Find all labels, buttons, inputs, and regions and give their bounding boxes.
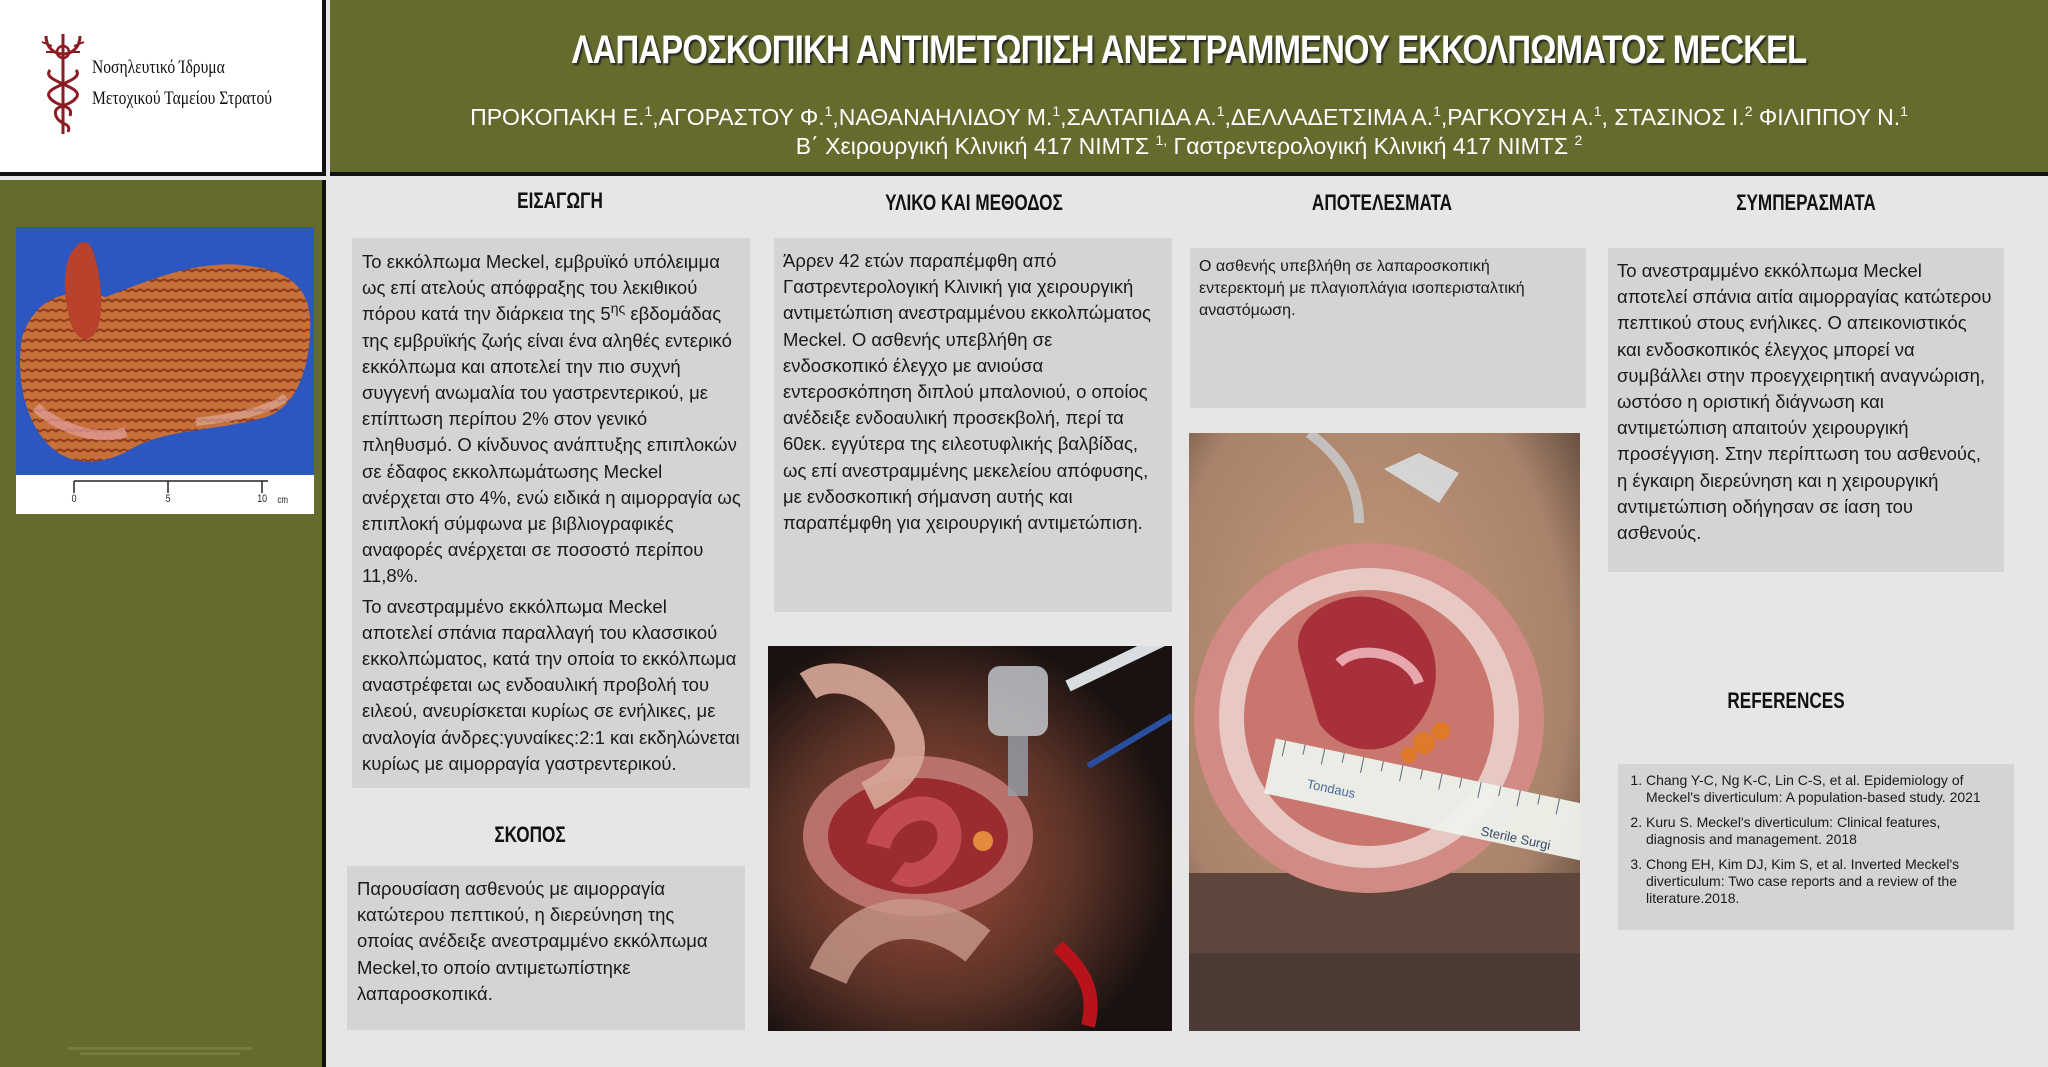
- scale-tick-0: 0: [71, 493, 77, 505]
- results-panel: Ο ασθενής υπεβλήθη σε λαπαροσκοπική εντερεκτομή με πλαγιοπλάγια ισοπερισταλτική αναστόμωση.: [1190, 248, 1586, 408]
- affiliation-2: Γαστρεντερολογική Κλινική 417 ΝΙΜΤΣ: [1167, 133, 1569, 159]
- author: ,ΣΑΛΤΑΠΙΔΑ Α.: [1060, 104, 1217, 130]
- references-panel: [1618, 764, 2014, 930]
- reference-item: 2. Kuru S. Meckel's diverticulum: Clinical features, diagnosis and management. 2018: [1646, 814, 2002, 848]
- intro-paragraph-2: Το ανεστραμμένο εκκόλπωμα Meckel αποτελεί σπάνια παραλλαγή του κλασσικού εκκολπώματος, κατά την οποία το εκκόλπωμα αναστρέφεται ως ενδοαυλική προβολή του ειλεού, ανευρίσκεται κυρίως σε ενήλικες, με αναλογία άνδρες:γυναίκες:2:1 και εκδηλώνεται κυρίως με αιμορραγία γαστρεντερικού.: [362, 595, 740, 774]
- author-sup: 1: [1900, 103, 1908, 119]
- ruler-label: Sterile Surgi: [1479, 823, 1552, 853]
- conclusions-panel: Το ανεστραμμένο εκκόλπωμα Meckel αποτελεί σπάνια αιτία αιμορραγίας κατώτερου πεπτικού στους ενήλικες. Ο απεικονιστικός και ενδοσκοπικός έλεγχος μπορεί να συμβάλλει στην προεγχειρητική αναγνώριση, ωστόσο η οριστική διάγνωση και αντιμετώπιση απαιτούν χειρουργική προσέγγιση. Στην περίπτωση του ασθενούς, η έγκαιρη διερεύνηση και η χειρουργική αντιμετώπιση οδήγησαν σε ίαση του ασθενούς.: [1608, 248, 2004, 572]
- author-sup: 2: [1744, 103, 1753, 119]
- affiliation-1: Β΄ Χειρουργική Κλινική 417 ΝΙΜΤΣ: [795, 133, 1150, 159]
- reference-item: 3. Chong EH, Kim DJ, Kim S, et al. Inverted Meckel's diverticulum: Two case reports and a review of the literature.2018.: [1646, 856, 2002, 907]
- resected-bowel-image: [16, 227, 314, 475]
- authors-line: [330, 104, 2048, 131]
- references-list: [1628, 772, 2002, 907]
- poster-header: [330, 0, 2048, 176]
- intro-p1-sup: ης: [610, 300, 626, 317]
- logo-line-2: Μετοχικού Ταμείου Στρατού: [92, 88, 273, 109]
- author: ΠΡΟΚΟΠΑΚΗ Ε.: [470, 104, 645, 130]
- intro-heading: ΕΙΣΑΓΩΓΗ: [517, 188, 603, 213]
- affiliations-line: [330, 133, 2048, 160]
- author: ΦΙΛΙΠΠΟΥ Ν.: [1752, 104, 1901, 130]
- author: ,ΑΓΟΡΑΣΤΟΥ Φ.: [652, 104, 825, 130]
- references-heading: REFERENCES: [1727, 688, 1845, 713]
- methods-heading: ΥΛΙΚΟ ΚΑΙ ΜΕΘΟΔΟΣ: [885, 190, 1063, 215]
- ruler-brand: Tondaus: [1305, 776, 1357, 802]
- author-sup: 1: [1052, 103, 1061, 119]
- conclusions-heading: ΣΥΜΠΕΡΑΣΜΑΤΑ: [1736, 190, 1876, 215]
- logo-text: [92, 52, 272, 114]
- affiliation-2-sup: 2: [1574, 132, 1583, 148]
- affiliation-1-sup: 1,: [1155, 132, 1168, 148]
- author-sup: 1: [1593, 103, 1602, 119]
- scale-unit: cm: [277, 495, 289, 506]
- intro-paragraph-1: [362, 249, 742, 590]
- author-sup: 1: [824, 103, 833, 119]
- faint-footer-mark: [60, 1045, 260, 1057]
- aim-heading: ΣΚΟΠΟΣ: [494, 822, 566, 847]
- author: , ΣΤΑΣΙΝΟΣ Ι.: [1601, 104, 1745, 130]
- author-sup: 1: [1433, 103, 1441, 119]
- surgical-field-image: [768, 646, 1172, 1031]
- reference-item: 1. Chang Y-C, Ng K-C, Lin C-S, et al. Epidemiology of Meckel's diverticulum: A population-based study. 2021: [1646, 772, 2002, 806]
- logo-line-1: Νοσηλευτικό Ίδρυμα: [92, 57, 225, 78]
- logo-panel: [0, 0, 326, 176]
- resected-segment-image: [1189, 433, 1580, 1031]
- intro-p1-b: εβδομάδας της εμβρυϊκής ζωής είναι ένα αληθές εντερικό εκκόλπωμα και αποτελεί την πιο συχνή συγγενή ανωμαλία του γαστρεντερικού, με επίπτωση περίπου 2% στον γενικό πληθυσμό. Ο κίνδυνος ανάπτυξης επιπλοκών σε έδαφος εκκολπωμάτωσης Meckel ανέρχεται στο 4%, ενώ ειδικά η αιμορραγία ως επιπλοκή σύμφωνα με βιβλιογραφικές αναφορές ανέρχεται σε ποσοστό περίπου 11,8%.: [362, 303, 741, 587]
- laparoscopy-photo-1: [768, 646, 1172, 1031]
- results-heading: ΑΠΟΤΕΛΕΣΜΑΤΑ: [1311, 190, 1453, 215]
- author: ,ΔΕΛΛΑΔΕΤΣΙΜΑ Α.: [1224, 104, 1434, 130]
- author-sup: 1: [644, 103, 653, 119]
- scale-tick-5: 5: [165, 493, 171, 505]
- methods-panel: Άρρεν 42 ετών παραπέμφθη από Γαστρεντερολογική Κλινική για χειρουργική αντιμετώπιση ανεστραμμένου εκκολπώματος Meckel. Ο ασθενής υπεβλήθη σε ενδοσκοπικό έλεγχο με ανιούσα εντεροσκόπηση διπλού μπαλονιού, ο οποίος ανέδειξε ενδοαυλική προσεκβολή, περί τα 60εκ. εγγύτερα της ειλεοτυφλικής βαλβίδας, ως επί ανεστραμμένης μεκελείου απόφυσης, με ενδοσκοπική σήμανση αυτής και παραπέμφθη για χειρουργική αντιμετώπιση.: [774, 238, 1172, 612]
- caduceus-logo-icon: [38, 30, 88, 140]
- aim-panel: Παρουσίαση ασθενούς με αιμορραγία κατώτερου πεπτικού, η διερεύνηση της οποίας ανέδειξε ανεστραμμένο εκκόλπωμα Meckel,το οποίο αντιμετωπίστηκε λαπαροσκοπικά.: [347, 866, 745, 1030]
- scale-tick-10: 10: [257, 493, 268, 505]
- specimen-photo: [16, 227, 314, 475]
- specimen-figure: [16, 227, 314, 514]
- author: ,ΝΑΘΑΝΑΗΛΙΔΟΥ Μ.: [832, 104, 1053, 130]
- intro-p1-a: Το εκκόλπωμα Meckel, εμβρυϊκό υπόλειμμα ως επί ατελούς απόφραξης του λεκιθικού πόρου κατά την διάρκεια της 5: [362, 251, 720, 325]
- author-sup: 1: [1216, 103, 1225, 119]
- laparoscopy-photo-2: [1189, 433, 1580, 1031]
- author: ,ΡΑΓΚΟΥΣΗ Α.: [1440, 104, 1594, 130]
- intro-text: [362, 249, 742, 777]
- poster-title: ΛΑΠΑΡΟΣΚΟΠΙΚΗ ΑΝΤΙΜΕΤΩΠΙΣΗ ΑΝΕΣΤΡΑΜΜΕΝΟΥ ΕΚΚΟΛΠΩΜΑΤΟΣ MECKEL: [571, 28, 1807, 72]
